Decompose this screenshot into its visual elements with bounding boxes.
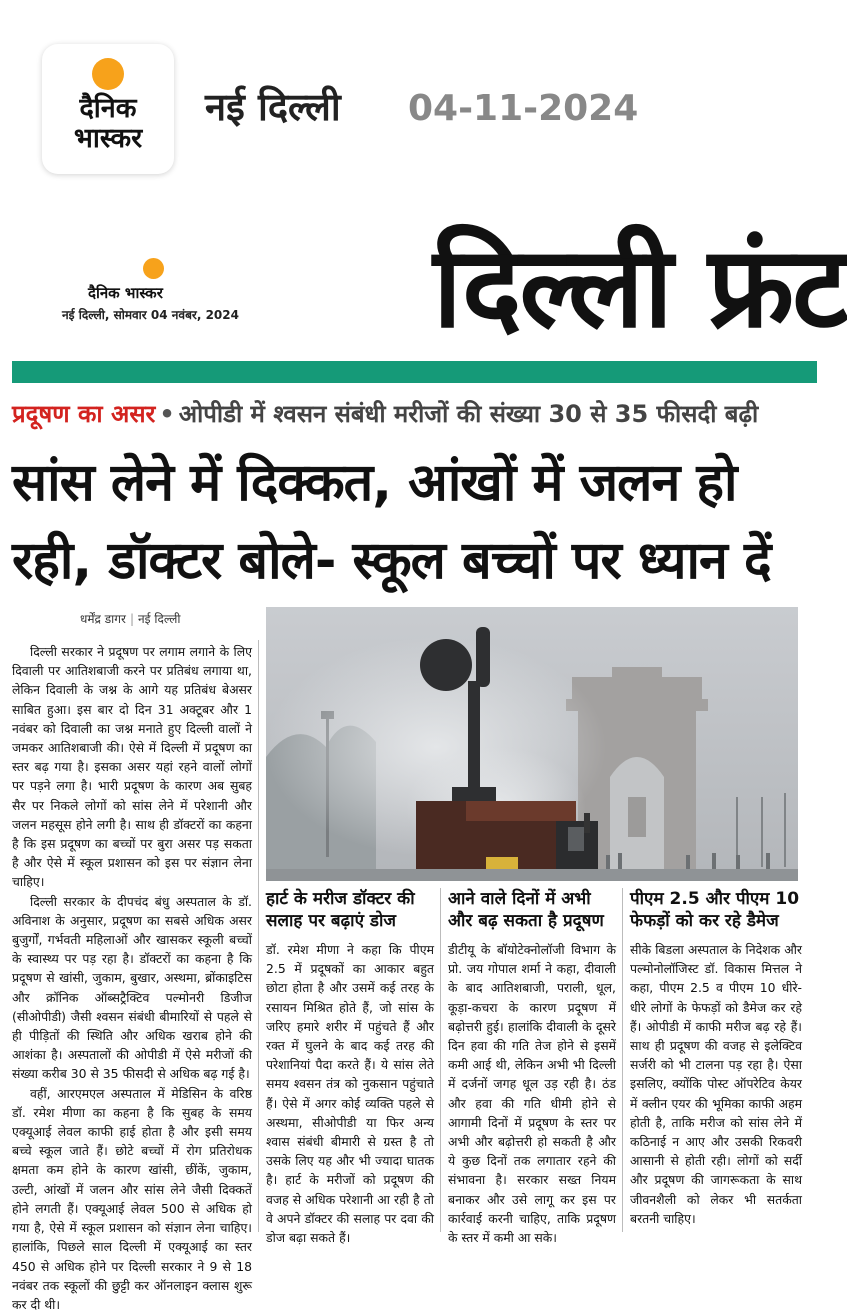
byline-separator: | — [129, 612, 134, 626]
brand-sun-icon — [143, 258, 164, 279]
kicker-row — [12, 397, 817, 435]
edition-date: 04-11-2024 — [408, 88, 639, 129]
column-rule — [440, 888, 441, 1232]
article-photo — [266, 607, 798, 881]
kicker-label: प्रदूषण का असर — [12, 400, 156, 428]
subheading-heart-patients: हार्ट के मरीज डॉक्टर की सलाह पर बढ़ाएं डोज — [266, 889, 415, 931]
paragraph: दिल्ली सरकार ने प्रदूषण पर लगाम लगाने के लिए दिवाली पर आतिशबाजी करने पर प्रतिबंध लगाया था, लेकिन दिवाली के जश्न के आगे यह प्रतिबंध बेअसर साबित हुआ। इस बार दो दिन 31 अक्टूबर और 1 नवंबर को दिवाली का जश्न मनाते हुए दिल्ली वालों ने जमकर आतिशबाजी की। ऐसे में दिल्ली में प्रदूषण का स्तर बढ़ गया है। इसका असर यहां रहने वालों लोगों पर पड़ने लगा है। भारी प्रदूषण के कारण अब सुबह सैर पर निकले लोगों को सांस लेने में परेशानी और जलन महसूस होने लगी है। साथ ही डॉक्टरों का कहना है कि इस प्रदूषण का बच्चों पर बुरा असर पड़ सकता है और ऐसे में स्कूल प्रशासन को इस पर संज्ञान लेना चाहिए। — [12, 644, 252, 890]
section-divider — [12, 361, 817, 383]
paragraph: डीटीयू के बॉयोटेक्नोलॉजी विभाग के प्रो. जय गोपाल शर्मा ने कहा, दीवाली के बाद आतिशबाजी, पराली, धूल, कूड़ा-कचरा के कारण प्रदूषण में बढ़ोत्तरी हुई। हालांकि दीवाली के दूसरे दिन हवा की गति तेज होने से इसमें कमी आई थी, लेकिन अभी भी दिल्ली में दर्जनों जगह धूल उड़ रही है। ठंड और हवा की गति धीमी होने से आगामी दिनों में प्रदूषण के स्तर पर अभी और बढ़ोत्तरी हो सकती है और ये कुछ दिनों तक लगातार रहने की संभावना है। सरकार सख्त नियम बनाकर और उसे लागू कर इस पर कार्रवाई करनी चाहिए, ताकि प्रदूषण के स्तर में कमी आ सके। — [448, 942, 616, 1246]
app-header — [0, 0, 817, 190]
article-column-4 — [630, 940, 802, 1232]
headline-line1: सांस लेने में दिक्कत, आंखों में जलन हो — [12, 453, 737, 513]
headline-line2: रही, डॉक्टर बोले- स्कूल बच्चों पर ध्यान दें — [12, 531, 771, 591]
sun-icon — [92, 58, 124, 90]
paragraph: सीके बिडला अस्पताल के निदेशक और पल्मोनोलॉजिस्ट डॉ. विकास मित्तल ने कहा, पीएम 2.5 व पीएम 10 धीरे-धीरे लोगों के फेफड़ों को डैमेज कर रहे हैं। ओपीडी में काफी मरीज बढ़ रहे हैं। साथ ही प्रदूषण की वजह से इलेक्टिव सर्जरी को भी टालना पड़ रहा है। ऐसा इसलिए, क्योंकि पोस्ट ऑपरेटिव केयर में क्लीन एयर की भूमिका काफी अहम होती है, ताकि मरीज को सांस लेने में कठिनाई न आए और उसकी रिकवरी आसानी से होती रही। लोगों को सर्दी और प्रदूषण की जागरूकता के साथ जीवनशैली को लेकर भी सतर्कता बरतनी चाहिए। — [630, 942, 802, 1226]
article-column-1 — [12, 642, 252, 1312]
logo-text-line2: भास्कर — [73, 123, 143, 154]
byline-name: धर्मेंद्र डागर — [80, 612, 126, 626]
column-rule — [622, 888, 623, 1232]
app-logo[interactable] — [42, 44, 174, 174]
kicker-bullet: • — [159, 400, 175, 428]
paper-brand: दैनिक भास्कर — [88, 284, 163, 302]
subheading-pollution-rise: आने वाले दिनों में अभी और बढ़ सकता है प्रदूषण — [448, 889, 604, 931]
byline — [80, 610, 181, 627]
section-title: दिल्ली फ्रंट — [433, 223, 847, 353]
paper-dateline: नई दिल्ली, सोमवार 04 नवंबर, 2024 — [62, 308, 239, 322]
article-column-2 — [266, 940, 434, 1246]
smog-gun-india-gate-image — [266, 607, 798, 881]
paragraph: दिल्ली सरकार के दीपचंद बंधु अस्पताल के डॉ. अविनाश के अनुसार, प्रदूषण का सबसे अधिक असर बुजुर्गों, गर्भवती महिलाओं और खासकर स्कूली बच्चों के स्वास्थ्य पर पड़ रहा है। डॉक्टरों का कहना है कि प्रदूषण से खांसी, जुकाम, बुखार, अस्थमा, ब्रोंकाइटिस और क्रॉनिक ऑब्सट्रैक्टिव पल्मोनरी डिजीज (सीओपीडी) जैसी श्वसन संबंधी बीमारियों से पहले से ही पीड़ितों की स्थिति और अधिक खराब होने की आशंका है। अस्पतालों की ओपीडी में ऐसे मरीजों की संख्या करीब 30 से 35 फीसदी से अधिक बढ़ गई है। — [12, 893, 252, 1082]
logo-text-line1: दैनिक — [79, 93, 137, 124]
kicker-text: ओपीडी में श्वसन संबंधी मरीजों की संख्या 30 से 35 फीसदी बढ़ी — [178, 400, 759, 428]
paragraph: वहीं, आरएमएल अस्पताल में मेडिसिन के वरिष्ठ डॉ. रमेश मीणा का कहना है कि सुबह के समय एक्यूआई लेवल काफी हाई होता है और इसी समय बच्चे स्कूल जाते हैं। छोटे बच्चों में रोग प्रतिरोधक क्षमता कम होने के कारण खांसी, छींकें, जुकाम, उल्टी, आंखों में जलन और सांस लेने जैसी दिक्कतें होने लगती हैं। एक्यूआई लेवल 500 से अधिक हो गया है, ऐसे में स्कूल प्रशासन को संज्ञान लेना चाहिए। हालांकि, पिछले साल दिल्ली में एक्यूआई का स्तर 450 से अधिक होने पर दिल्ली सरकार ने 9 से 18 नवंबर तक स्कूलों की छुट्टी कर ऑनलाइन क्लास शुरू कर दी थी। — [12, 1085, 252, 1312]
paragraph: डॉ. रमेश मीणा ने कहा कि पीएम 2.5 में प्रदूषकों का आकार बहुत छोटा होता है और उसमें कई तरह के रसायन मिश्रित होते हैं, जो सांस के जरिए हमारे शरीर में पहुंचते हैं और रक्त में घुलने के बाद कई तरह की परेशानियां पैदा करते हैं। ये सांस लेते समय श्वसन तंत्र को नुकसान पहुंचाते हैं। ऐसे में अगर कोई व्यक्ति पहले से अस्थमा, सीओपीडी या फिर अन्य श्वास संबंधी बीमारी से ग्रस्त है तो उसके लिए यह और भी ज्यादा घातक है। हार्ट के मरीजों को प्रदूषण की वजह से अधिक परेशानी आ रही है तो वे अपने डॉक्टर की सलाह पर दवा की डोज बढ़ा सकते हैं। — [266, 942, 434, 1246]
column-rule — [258, 640, 259, 1232]
article-column-3 — [448, 940, 616, 1246]
subheading-pm-damage: पीएम 2.5 और पीएम 10 फेफड़ों को कर रहे डैमेज — [630, 889, 800, 931]
edition-city: नई दिल्ली — [205, 85, 341, 129]
byline-place: नई दिल्ली — [137, 612, 181, 626]
